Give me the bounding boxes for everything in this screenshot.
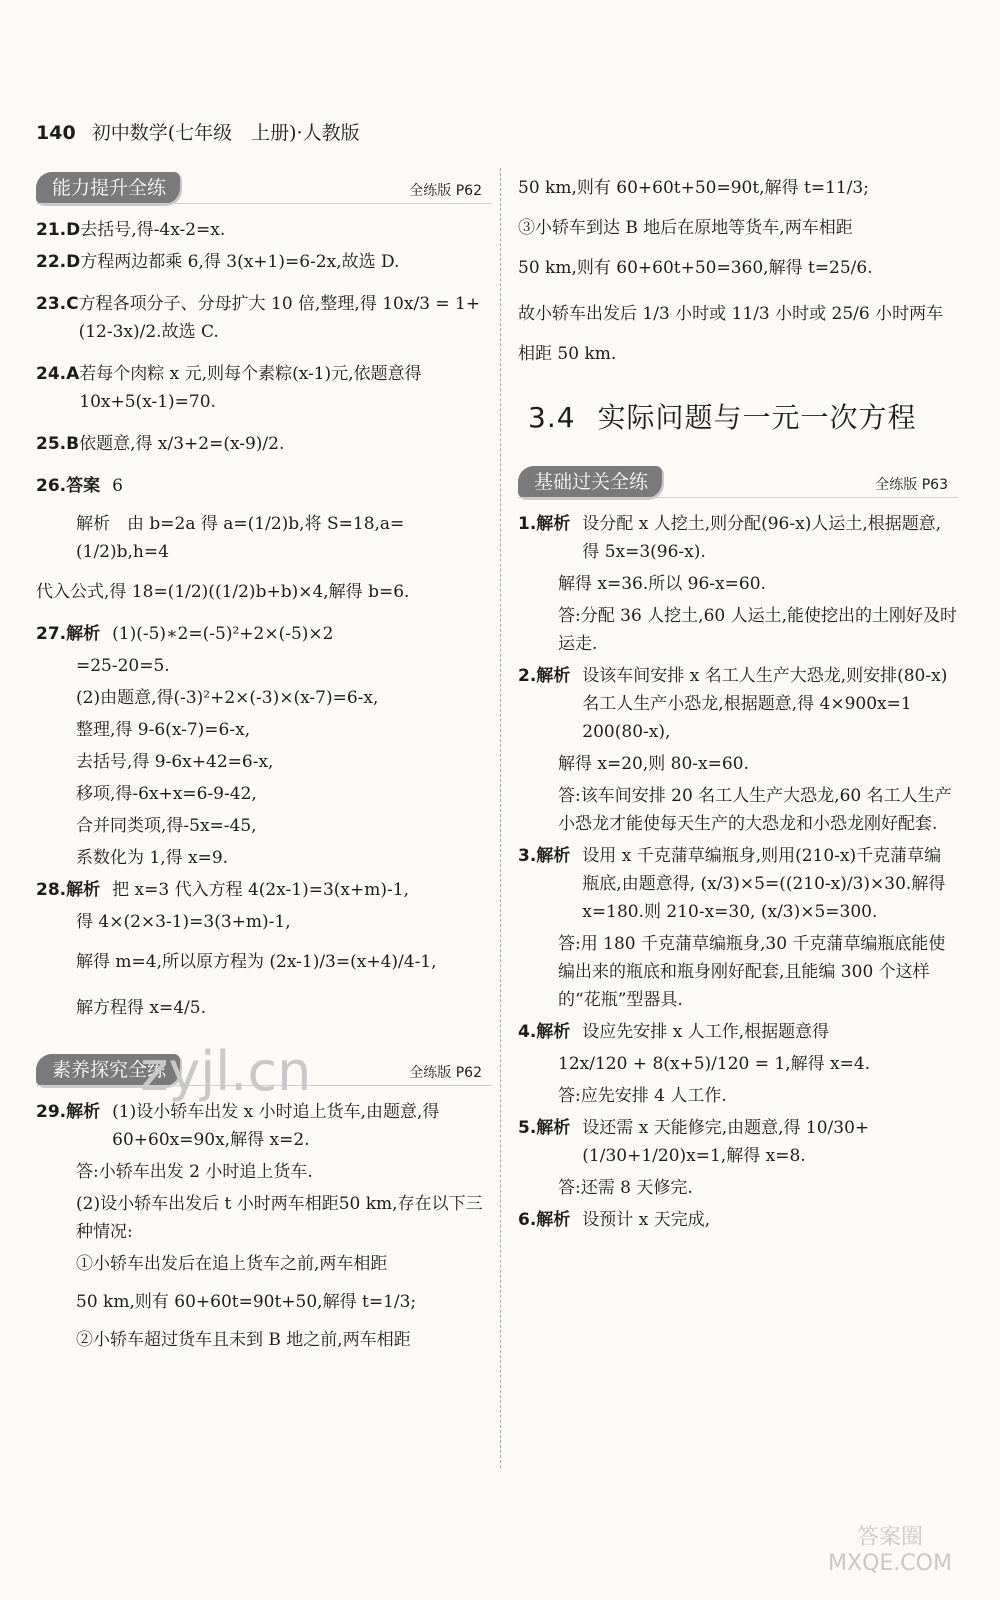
solution-item: 27.解析 (1)(-5)∗2=(-5)²+2×(-5)×2 [36,624,334,644]
answer-item: 22.D 方程两边都乘 6,得 3(x+1)=6-2x,故选 D. [36,252,400,272]
solution-item: 2.解析 设该车间安排 x 名工人生产大恐龙,则安排(80-x)名工人生产小恐龙,根据题意,得 4×900x=1 200(80-x), [518,666,948,742]
solution-line: 解得 x=20,则 80-x=60. [558,754,749,774]
section-heading: 实际问题与一元一次方程 [597,401,917,434]
solution-line: 解得 x=36.所以 96-x=60. [558,574,766,594]
solution-line: ①小轿车出发后在追上货车之前,两车相距 [76,1254,388,1274]
answer-item: 23.C 方程各项分子、分母扩大 10 倍,整理,得 10x/3 = 1+(12-3x)/2.故选 C. [36,294,481,342]
solution-line: ③小轿车到达 B 地后在原地等货车,两车相距 [518,218,853,238]
book-title: 初中数学(七年级 上册)·人教版 [91,122,360,144]
section-title [528,396,958,436]
solution-item: 3.解析 设用 x 千克蒲草编瓶身,则用(210-x)千克蒲草编瓶底,由题意得, (x/3)×5=((210-x)/3)×30.解得 x=180.则 210-x=30, (x/3)×5=300. [518,846,946,922]
left-column [36,172,492,1358]
solution-line: 50 km,则有 60+60t=90t+50,解得 t=1/3; [76,1292,417,1312]
solution-line: ②小轿车超过货车且未到 B 地之前,两车相距 [76,1330,411,1350]
solution-line: 答:该车间安排 20 名工人生产大恐龙,60 名工人生产小恐龙才能使每天生产的大恐龙和小恐龙刚好配套. [558,786,952,834]
right-column [518,170,958,1238]
section-label: 基础过关全练 [518,466,662,498]
page-number: 140 [36,122,76,144]
solution-line: 移项,得-6x+x=6-9-42, [76,784,257,804]
solution-line: 答:小轿车出发 2 小时追上货车. [76,1162,313,1182]
solution-line: 整理,得 9-6(x-7)=6-x, [76,720,251,740]
solution-line: 得 4×(2×3-1)=3(3+m)-1, [76,912,291,932]
answer-item: 21.D 去括号,得-4x-2=x. [36,220,226,240]
solution-line: 50 km,则有 60+60t+50=90t,解得 t=11/3; [518,178,869,198]
section-ref: 全练版 P63 [875,477,948,493]
solution-line: 系数化为 1,得 x=9. [76,848,229,868]
solution-item: 4.解析 设应先安排 x 人工作,根据题意得 [518,1022,830,1042]
solution-line: 答:还需 8 天修完. [558,1178,693,1198]
answer-item: 25.B 依题意,得 x/3+2=(x-9)/2. [36,434,285,454]
solution-item: 6.解析 设预计 x 天完成, [518,1210,711,1230]
section-ref: 全练版 P62 [409,1065,482,1081]
solution-item: 1.解析 设分配 x 人挖土,则分配(96-x)人运土,根据题意,得 5x=3(96-x). [518,514,942,562]
watermark-mid: zyjl.cn [140,1040,312,1103]
solution-line: 相距 50 km. [518,344,617,364]
solution-line: 去括号,得 9-6x+42=6-x, [76,752,274,772]
solution-line: 解析 由 b=2a 得 a=(1/2)b,将 S=18,a=(1/2)b,h=4 [76,514,405,562]
solution-line: 解得 m=4,所以原方程为 (2x-1)/3=(x+4)/4-1, [76,952,437,972]
page-header [36,118,360,145]
solution-line: 答:应先安排 4 人工作. [558,1086,727,1106]
solution-line: 故小轿车出发后 1/3 小时或 11/3 小时或 25/6 小时两车 [518,304,944,324]
solution-line: =25-20=5. [76,656,170,676]
section-number: 3.4 [528,401,576,434]
section-label: 素养探究全练 [36,1054,180,1086]
solution-item: 28.解析 把 x=3 代入方程 4(2x-1)=3(x+m)-1, [36,880,409,900]
solution-line: 答:分配 36 人挖土,60 人运土,能使挖出的土刚好及时运走. [558,606,958,654]
column-divider [500,168,501,1468]
answer-item: 24.A 若每个肉粽 x 元,则每个素粽(x-1)元,依题意得 10x+5(x-1)=70. [36,364,422,412]
solution-line: 50 km,则有 60+60t+50=360,解得 t=25/6. [518,258,873,278]
solution-line: 12x/120 + 8(x+5)/120 = 1,解得 x=4. [558,1054,871,1074]
answer-item: 26.答案 6 [36,476,123,496]
solution-line: (2)设小轿车出发后 t 小时两车相距50 km,存在以下三种情况: [76,1194,483,1242]
solution-line: 答:用 180 千克蒲草编瓶身,30 千克蒲草编瓶底能使编出来的瓶底和瓶身刚好配套,且能编 300 个这样的“花瓶”型器具. [558,934,946,1010]
section-ref: 全练版 P62 [409,183,482,199]
section-bar-ability [36,172,492,206]
solution-item: 29.解析 (1)设小轿车出发 x 小时追上货车,由题意,得 60+60x=90x,解得 x=2. [36,1102,440,1150]
solution-line: 解方程得 x=4/5. [76,998,206,1018]
solution-item: 5.解析 设还需 x 天能修完,由题意,得 10/30+(1/30+1/20)x=1,解得 x=8. [518,1118,870,1166]
solution-line: (2)由题意,得(-3)²+2×(-3)×(x-7)=6-x, [76,688,379,708]
solution-line: 合并同类项,得-5x=-45, [76,816,257,836]
section-bar-basic [518,466,958,500]
solution-line: 代入公式,得 18=(1/2)((1/2)b+b)×4,解得 b=6. [36,582,410,602]
watermark-corner: 答案圈 MXQE.COM [828,1525,952,1576]
section-label: 能力提升全练 [36,172,180,204]
